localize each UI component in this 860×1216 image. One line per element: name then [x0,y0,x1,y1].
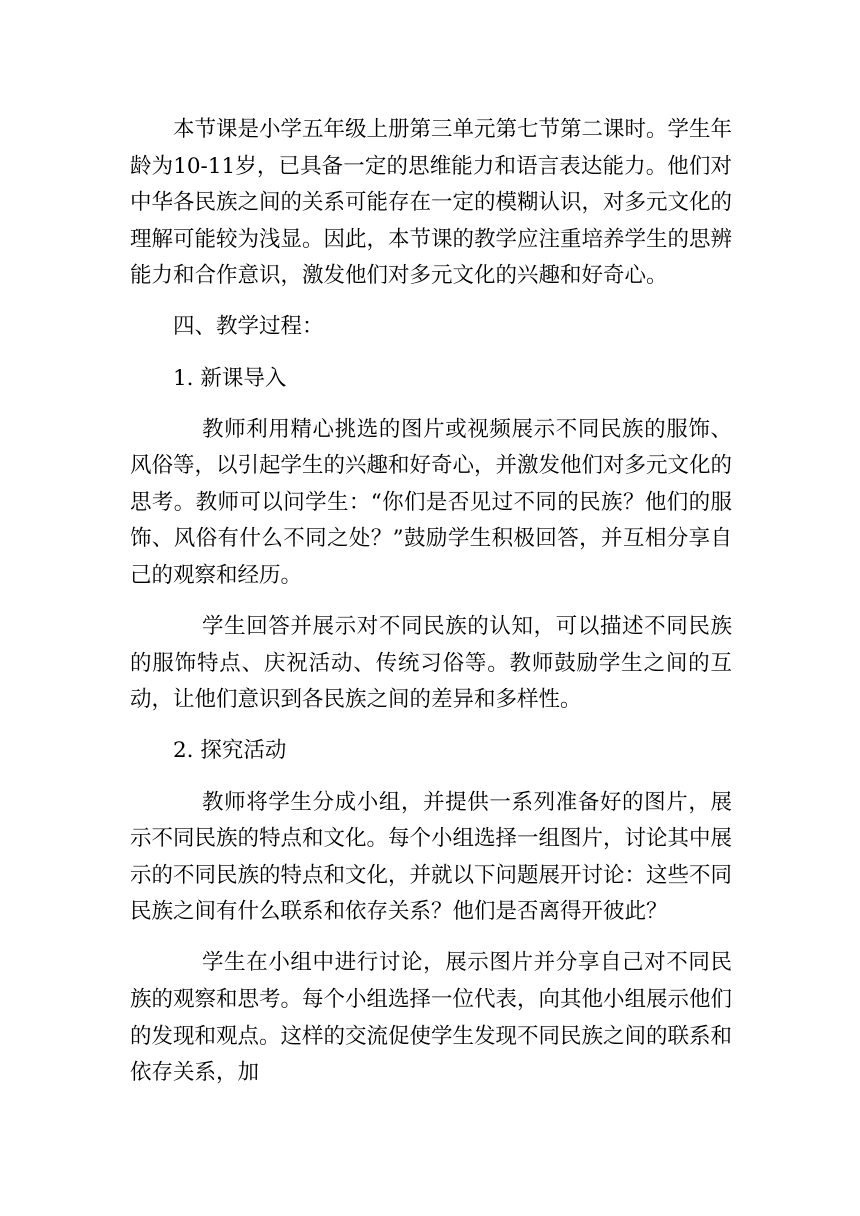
step1-heading: 1. 新课导入 [173,365,287,391]
intro-paragraph: 本节课是小学五年级上册第三单元第七节第二课时。学生年龄为10-11岁，已具备一定的思维能力和语言表达能力。他们对中华各民族之间的关系可能存在一定的模糊认识，对多元文化的理解可能较为浅显。因此，本节课的教学应注重培养学生的思辨能力和合作意识，激发他们对多元文化的兴趣和好奇心。 [130,117,733,289]
document-body [130,112,732,1092]
step1-paragraph-2: 学生回答并展示对不同民族的认知，可以描述不同民族的服饰特点、庆祝活动、传统习俗等。教师鼓励学生之间的互动，让他们意识到各民族之间的差异和多样性。 [130,614,732,713]
step2-paragraph-2: 学生在小组中进行讨论，展示图片并分享自己对不同民族的观察和思考。每个小组选择一位代表，向其他小组展示他们的发现和观点。这样的交流促使学生发现不同民族之间的联系和依存关系，加 [130,950,733,1086]
step2-paragraph-1: 教师将学生分成小组，并提供一系列准备好的图片，展示不同民族的特点和文化。每个小组选择一组图片，讨论其中展示的不同民族的特点和文化，并就以下问题展开讨论：这些不同民族之间有什么联系和依存关系？他们是否离得开彼此？ [130,789,733,925]
step2-heading: 2. 探究活动 [173,738,287,764]
section-heading: 四、教学过程： [173,314,324,340]
step1-paragraph-1: 教师利用精心挑选的图片或视频展示不同民族的服饰、风俗等，以引起学生的兴趣和好奇心，并激发他们对多元文化的思考。教师可以问学生：“你们是否见过不同的民族？他们的服饰、风俗有什么不同之处？”鼓励学生积极回答，并互相分享自己的观察和经历。 [130,416,733,589]
